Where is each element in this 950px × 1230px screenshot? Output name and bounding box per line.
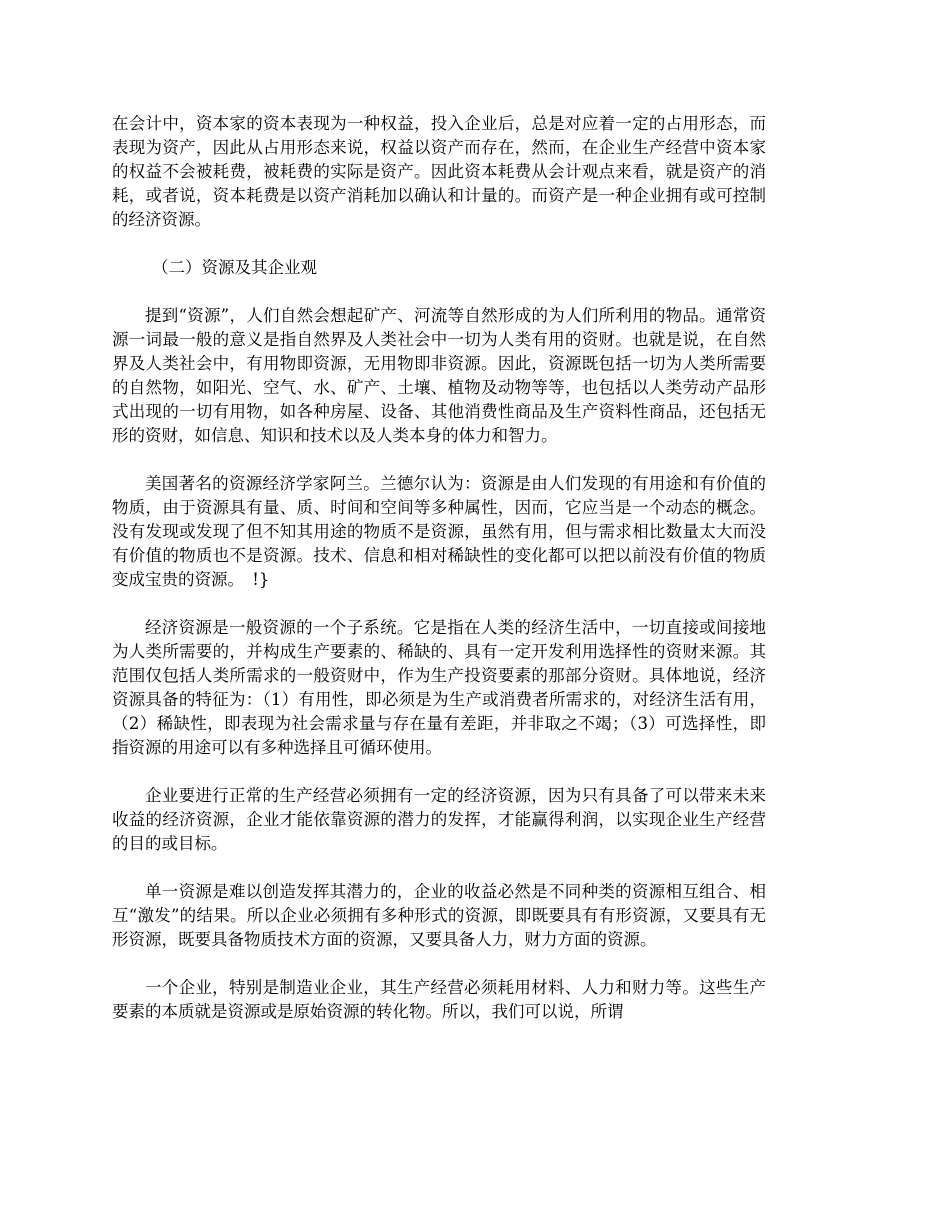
paragraph-production-factors: 一个企业，特别是制造业企业，其生产经营必须耗用材料、人力和财力等。这些生产要素的本质就是资源或是原始资源的转化物。所以，我们可以说，所谓 [112, 978, 766, 1021]
paragraph-randall-view: 美国著名的资源经济学家阿兰。兰德尔认为：资源是由人们发现的有用途和有价值的物质，由于资源具有量、质、时间和空间等多种属性，因而，它应当是一个动态的概念。没有发现或发现了但不知其用途的物质不是资源，虽然有用，但与需求相比数量太大而没有价值的物质也不是资源。技术、信息和相对稀缺性的变化都可以把以前没有价值的物质变成宝贵的资源。 !} [112, 474, 766, 589]
paragraph-enterprise-resources: 企业要进行正常的生产经营必须拥有一定的经济资源，因为只有具备了可以带来未来收益的经济资源，企业才能依靠资源的潜力的发挥，才能赢得利润，以实现企业生产经营的目的或目标。 [112, 786, 766, 853]
paragraph-resource-definition: 提到“资源”，人们自然会想起矿产、河流等自然形成的为人们所利用的物品。通常资源一词最一般的意义是指自然界及人类社会中一切为人类有用的资财。也就是说，在自然界及人类社会中，有用物即资源，无用物即非资源。因此，资源既包括一切为人类所需要的自然物，如阳光、空气、水、矿产、土壤、植物及动物等等，也包括以人类劳动产品形式出现的一切有用物，如各种房屋、设备、其他消费性商品及生产资料性商品，还包括无形的资财，如信息、知识和技术以及人类本身的体力和智力。 [112, 306, 766, 445]
paragraph-resource-combination: 单一资源是难以创造发挥其潜力的，企业的收益必然是不同种类的资源相互组合、相互“激发”的结果。所以企业必须拥有多种形式的资源，即既要具有有形资源，又要具有无形资源，既要具备物质技术方面的资源，又要具备人力，财力方面的资源。 [112, 882, 766, 949]
document-page [112, 112, 766, 1048]
paragraph-economic-resources: 经济资源是一般资源的一个子系统。它是指在人类的经济生活中，一切直接或间接地为人类所需要的，并构成生产要素的、稀缺的、具有一定开发利用选择性的资财来源。其范围仅包括人类所需求的一般资财中，作为生产投资要素的那部分资财。具体地说，经济资源具备的特征为：（1）有用性，即必须是为生产或消费者所需求的，对经济生活有用，（2）稀缺性，即表现为社会需求量与存在量有差距，并非取之不竭；（3）可选择性，即指资源的用途可以有多种选择且可循环使用。 [112, 618, 766, 757]
paragraph-capital-as-equity: 在会计中，资本家的资本表现为一种权益，投入企业后，总是对应着一定的占用形态，而表现为资产，因此从占用形态来说，权益以资产而存在，然而，在企业生产经营中资本家的权益不会被耗费，被耗费的实际是资产。因此资本耗费从会计观点来看，就是资产的消耗，或者说，资本耗费是以资产消耗加以确认和计量的。而资产是一种企业拥有或可控制的经济资源。 [112, 114, 766, 229]
section-heading-resources: （二）资源及其企业观 [152, 258, 317, 277]
